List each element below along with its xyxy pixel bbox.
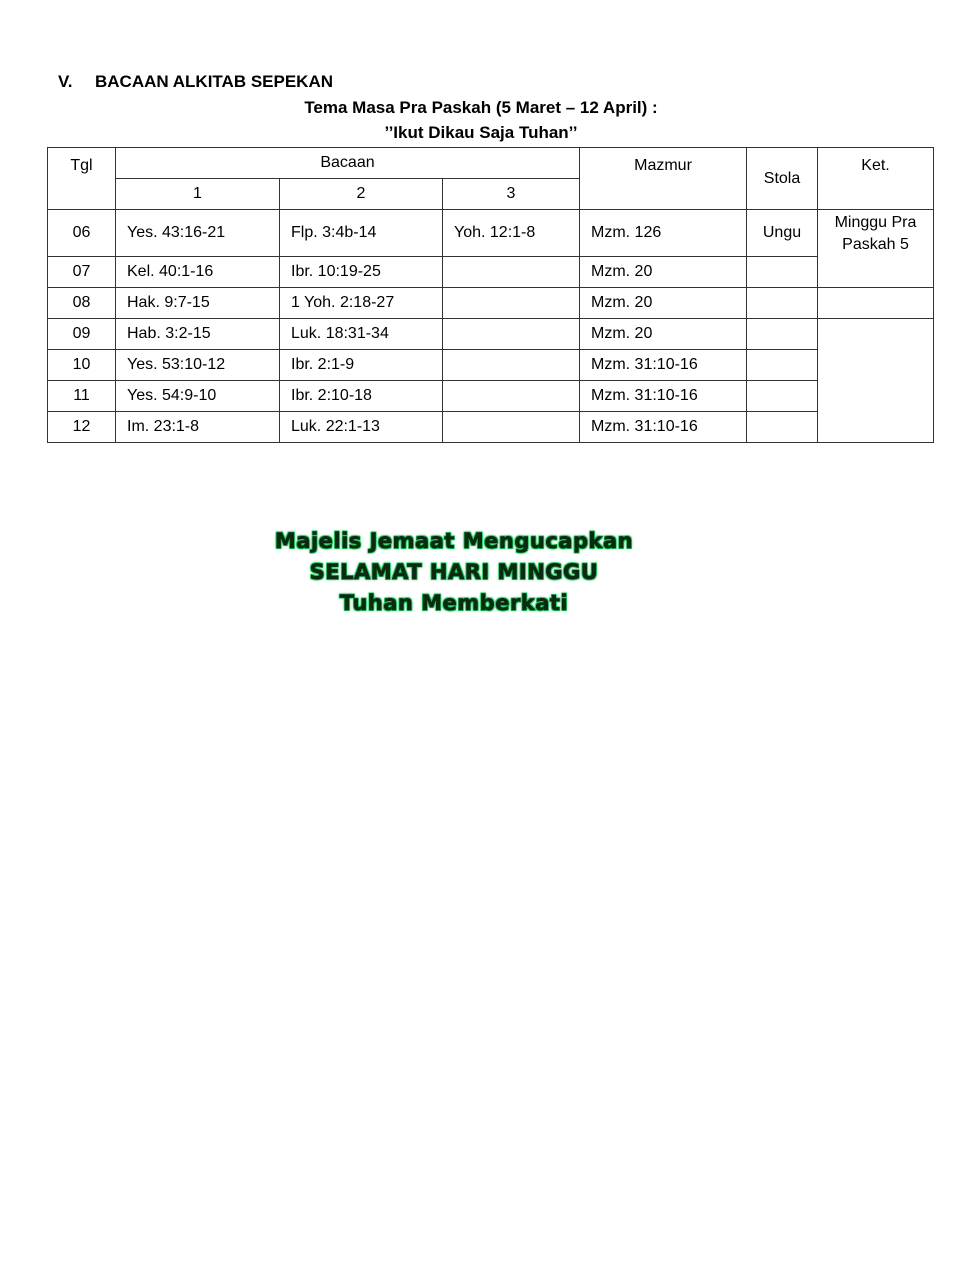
cell-stola [747, 350, 818, 381]
cell-bacaan-3: Yoh. 12:1-8 [443, 210, 580, 257]
section-title: BACAAN ALKITAB SEPEKAN [95, 72, 333, 91]
header-row [48, 148, 934, 179]
cell-ket [818, 319, 934, 443]
cell-bacaan-2: Flp. 3:4b-14 [280, 210, 443, 257]
table-row [48, 319, 934, 350]
cell-tgl: 07 [48, 257, 116, 288]
cell-mazmur: Mzm. 31:10-16 [580, 381, 747, 412]
header-tgl: Tgl [48, 148, 116, 210]
cell-mazmur: Mzm. 20 [580, 288, 747, 319]
cell-tgl: 10 [48, 350, 116, 381]
cell-tgl: 06 [48, 210, 116, 257]
cell-stola: Ungu [747, 210, 818, 257]
table-row [48, 210, 934, 257]
header-bacaan-3: 3 [443, 179, 580, 210]
header-bacaan-2: 2 [280, 179, 443, 210]
cell-stola [747, 257, 818, 288]
cell-bacaan-2: Ibr. 2:10-18 [280, 381, 443, 412]
cell-bacaan-1: Im. 23:1-8 [116, 412, 280, 443]
cell-stola [747, 381, 818, 412]
header-bacaan: Bacaan [116, 148, 580, 179]
cell-stola [747, 288, 818, 319]
table-row [48, 257, 934, 288]
cell-bacaan-2: Ibr. 10:19-25 [280, 257, 443, 288]
cell-ket [818, 288, 934, 319]
closing-greeting-line-3: Tuhan Memberkati [339, 591, 569, 615]
cell-bacaan-2: Luk. 22:1-13 [280, 412, 443, 443]
cell-tgl: 12 [48, 412, 116, 443]
cell-mazmur: Mzm. 31:10-16 [580, 412, 747, 443]
cell-mazmur: Mzm. 31:10-16 [580, 350, 747, 381]
cell-bacaan-1: Yes. 53:10-12 [116, 350, 280, 381]
cell-tgl: 09 [48, 319, 116, 350]
theme-subtitle: ’’Ikut Dikau Saja Tuhan’’ [384, 123, 578, 142]
header-stola: Stola [747, 148, 818, 210]
section-number: V. [58, 72, 73, 91]
cell-bacaan-2: Luk. 18:31-34 [280, 319, 443, 350]
cell-bacaan-3 [443, 350, 580, 381]
cell-mazmur: Mzm. 20 [580, 257, 747, 288]
bible-reading-table [47, 147, 934, 443]
cell-bacaan-1: Yes. 43:16-21 [116, 210, 280, 257]
cell-bacaan-3 [443, 288, 580, 319]
cell-bacaan-1: Hak. 9:7-15 [116, 288, 280, 319]
cell-bacaan-1: Kel. 40:1-16 [116, 257, 280, 288]
cell-mazmur: Mzm. 126 [580, 210, 747, 257]
cell-stola [747, 412, 818, 443]
table-row [48, 381, 934, 412]
cell-bacaan-2: Ibr. 2:1-9 [280, 350, 443, 381]
cell-bacaan-3 [443, 257, 580, 288]
cell-mazmur: Mzm. 20 [580, 319, 747, 350]
cell-tgl: 11 [48, 381, 116, 412]
table-row [48, 412, 934, 443]
section-heading [58, 72, 333, 92]
cell-bacaan-1: Yes. 54:9-10 [116, 381, 280, 412]
header-bacaan-1: 1 [116, 179, 280, 210]
closing-greeting-line-2: SELAMAT HARI MINGGU [309, 560, 599, 584]
cell-tgl: 08 [48, 288, 116, 319]
cell-stola [747, 319, 818, 350]
cell-ket: Minggu Pra Paskah 5 [818, 210, 934, 288]
cell-bacaan-1: Hab. 3:2-15 [116, 319, 280, 350]
table-row [48, 350, 934, 381]
cell-bacaan-3 [443, 381, 580, 412]
cell-bacaan-3 [443, 319, 580, 350]
header-mazmur: Mazmur [580, 148, 747, 210]
cell-bacaan-2: 1 Yoh. 2:18-27 [280, 288, 443, 319]
header-ket: Ket. [818, 148, 934, 210]
cell-bacaan-3 [443, 412, 580, 443]
theme-title: Tema Masa Pra Paskah (5 Maret – 12 April) : [304, 98, 658, 117]
closing-greeting-line-1: Majelis Jemaat Mengucapkan [274, 529, 634, 553]
table-row [48, 288, 934, 319]
